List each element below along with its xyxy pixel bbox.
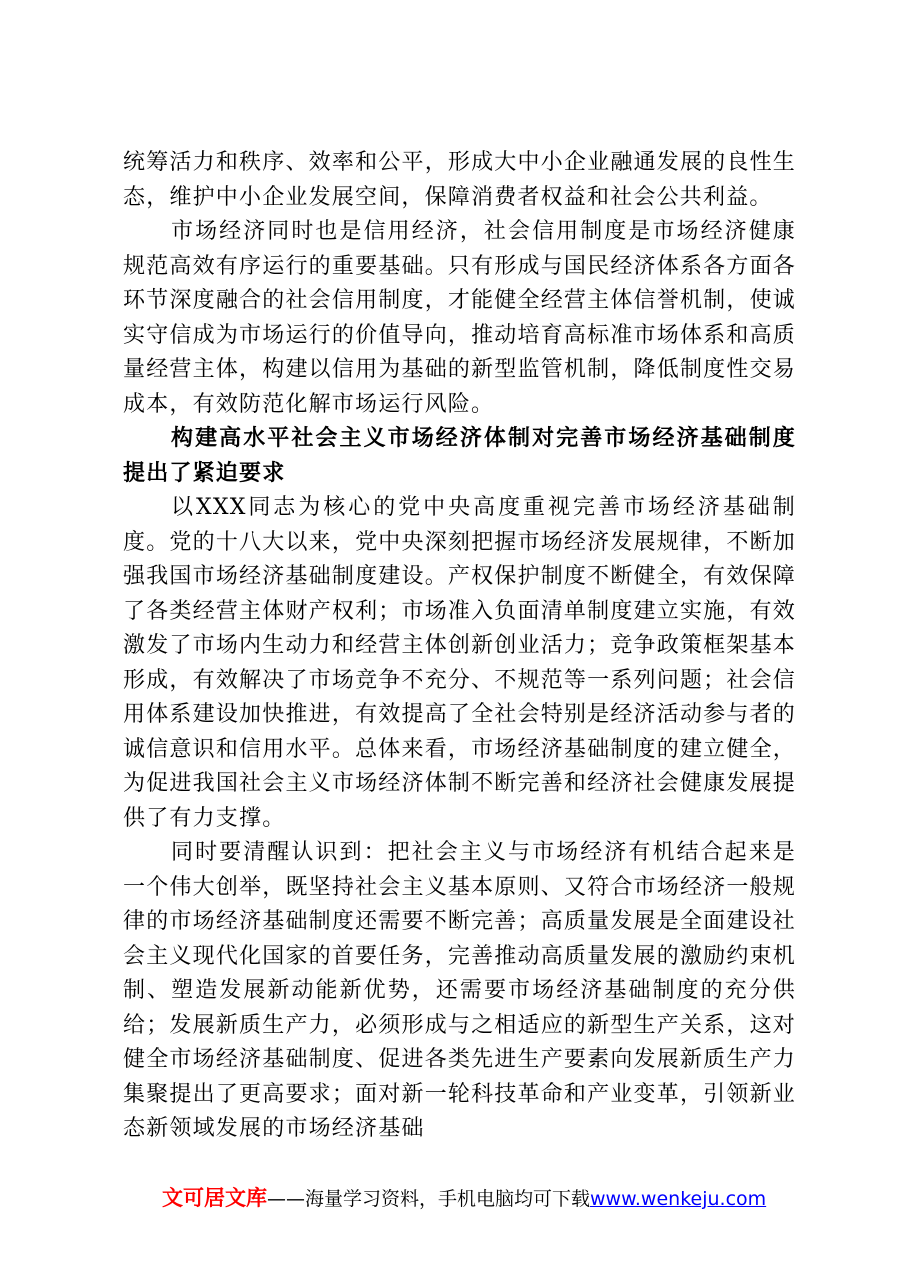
document-body [123,146,796,1147]
footer-tagline: ——海量学习资料，手机电脑均可下载 [267,1188,591,1210]
body-paragraph-awareness: 同时要清醒认识到：把社会主义与市场经济有机结合起来是一个伟大创举，既坚持社会主义基本原则、又符合市场经济一般规律的市场经济基础制度还需要不断完善；高质量发展是全面建设社会主义现代化国家的首要任务，完善推动高质量发展的激励约束机制、塑造发展新动能新优势，还需要市场经济基础制度的充分供给；发展新质生产力，必须形成与之相适应的新型生产关系，这对健全市场经济基础制度、促进各类先进生产要素向发展新质生产力集聚提出了更高要求；面对新一轮科技革命和产业变革，引领新业态新领域发展的市场经济基础 [123,840,796,1141]
footer-banner [162,1183,782,1213]
body-paragraph-central-committee: 以XXX同志为核心的党中央高度重视完善市场经济基础制度。党的十八大以来，党中央深刻把握市场经济发展规律，不断加强我国市场经济基础制度建设。产权保护制度不断健全，有效保障了各类经营主体财产权利；市场准入负面清单制度建立实施，有效激发了市场内生动力和经营主体创新创业活力；竞争政策框架基本形成，有效解决了市场竞争不充分、不规范等一系列问题；社会信用体系建设加快推进，有效提高了全社会特别是经济活动参与者的诚信意识和信用水平。总体来看，市场经济基础制度的建立健全，为促进我国社会主义市场经济体制不断完善和经济社会健康发展提供了有力支撑。 [123,495,796,831]
body-paragraph-continued: 统筹活力和秩序、效率和公平，形成大中小企业融通发展的良性生态，维护中小企业发展空间，保障消费者权益和社会公共利益。 [123,150,796,210]
footer-link[interactable]: www.wenkeju.com [590,1188,767,1210]
footer-brand: 文可居文库 [162,1186,267,1210]
section-heading: 构建高水平社会主义市场经济体制对完善市场经济基础制度提出了紧迫要求 [123,426,796,486]
body-paragraph-credit-economy: 市场经济同时也是信用经济，社会信用制度是市场经济健康规范高效有序运行的重要基础。只有形成与国民经济体系各方面各环节深度融合的社会信用制度，才能健全经营主体信誉机制，使诚实守信成为市场运行的价值导向，推动培育高标准市场体系和高质量经营主体，构建以信用为基础的新型监管机制，降低制度性交易成本，有效防范化解市场运行风险。 [123,219,796,417]
